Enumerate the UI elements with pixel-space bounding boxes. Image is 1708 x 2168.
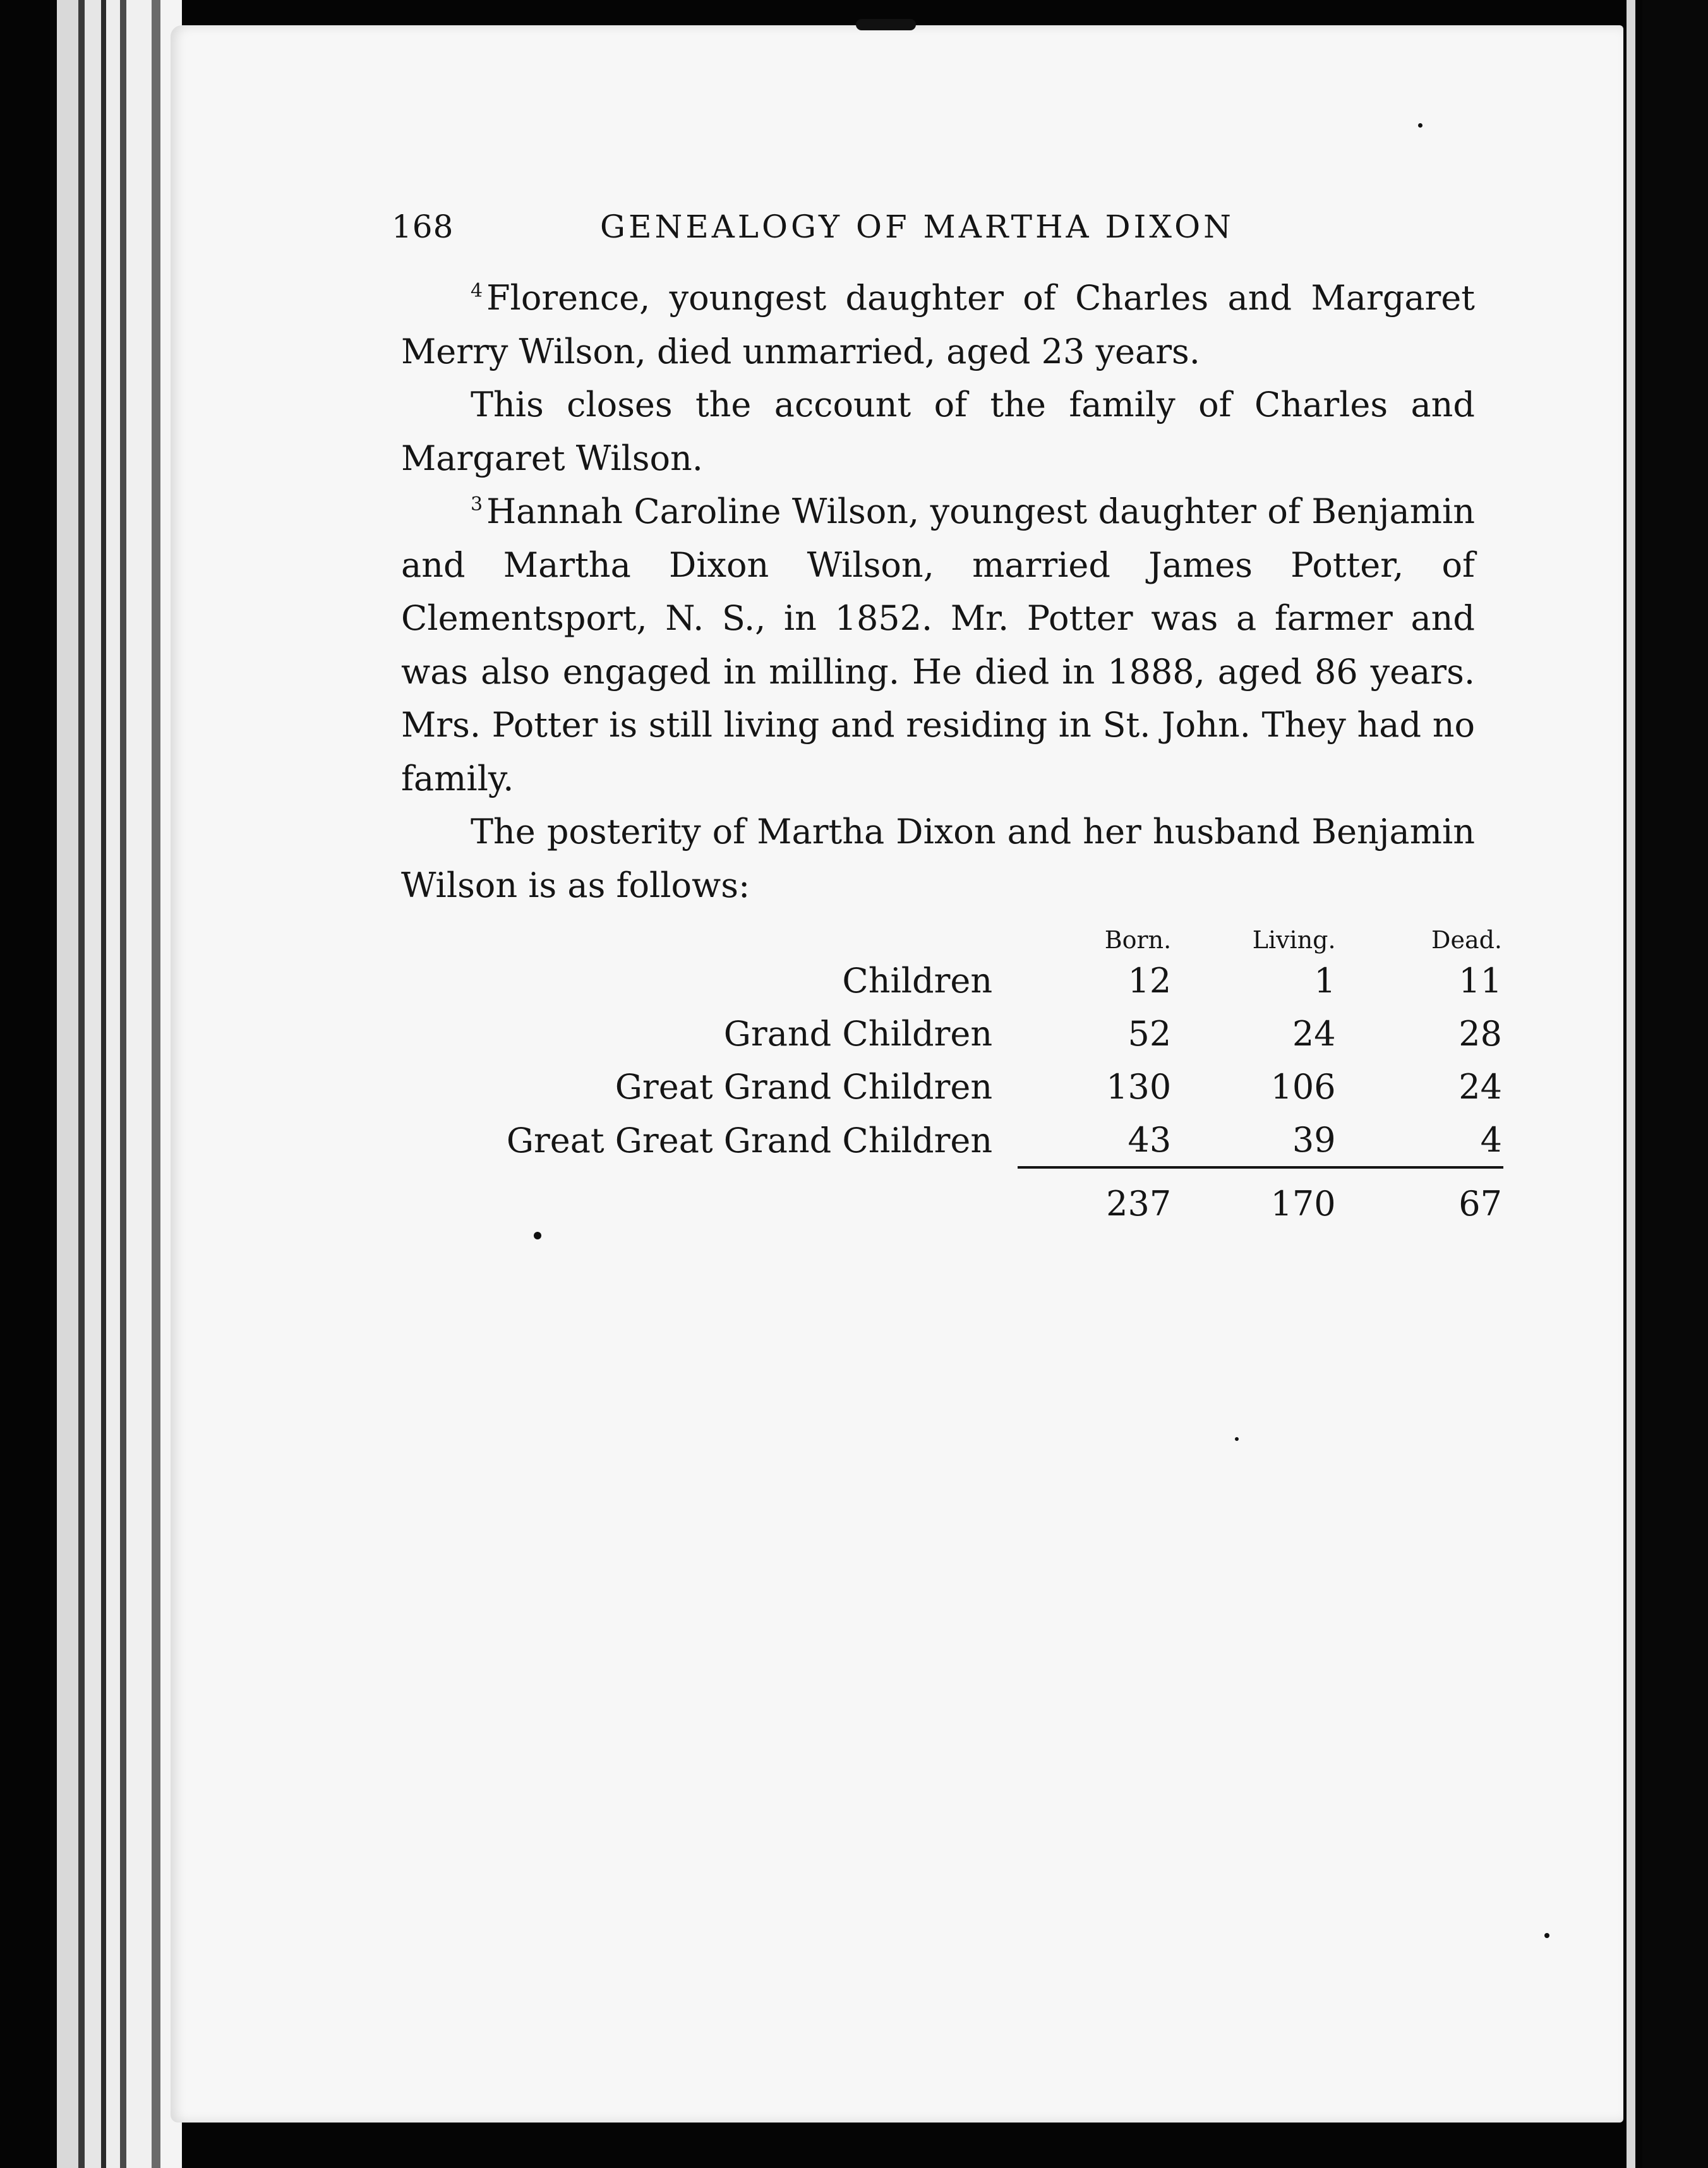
- total-born: 237: [1018, 1167, 1181, 1238]
- right-page-edge: [1627, 0, 1635, 2168]
- living-value: 39: [1292, 1119, 1336, 1160]
- born-value: 130: [1106, 1066, 1172, 1107]
- ink-speck: [1544, 1933, 1549, 1938]
- row-label: Grand Children: [723, 1013, 993, 1054]
- table-row: [480, 1113, 1503, 1167]
- table-row: [480, 1060, 1503, 1113]
- dead-value: 11: [1458, 960, 1502, 1001]
- table-header-blank: [480, 910, 1018, 954]
- paragraph: [401, 378, 1475, 485]
- footnote-marker: 3: [471, 493, 483, 515]
- row-label: Great Great Grand Children: [506, 1120, 993, 1160]
- paragraph: [401, 272, 1475, 378]
- footnote-marker: 4: [471, 280, 483, 302]
- table-header-row: [480, 910, 1503, 954]
- paragraph-text: The posterity of Martha Dixon and her husband Benjamin Wilson is as follows:: [401, 812, 1475, 905]
- total-living: 170: [1181, 1167, 1348, 1238]
- page-edge: [78, 0, 85, 2168]
- column-header-born: Born.: [1104, 926, 1172, 954]
- table-row: [480, 1007, 1503, 1060]
- born-value: 52: [1128, 1013, 1172, 1054]
- page-edge: [101, 0, 106, 2168]
- column-header-dead: Dead.: [1431, 926, 1502, 954]
- born-value: 43: [1128, 1119, 1172, 1160]
- page-edge: [152, 0, 160, 2168]
- dead-value: 4: [1480, 1119, 1502, 1160]
- ink-speck: [1418, 123, 1422, 128]
- row-label: Great Grand Children: [615, 1066, 993, 1107]
- page-edge: [106, 0, 120, 2168]
- table-row: [480, 954, 1503, 1007]
- running-head: [392, 208, 1484, 253]
- scan-background: [1642, 0, 1708, 2168]
- binding-mark: [856, 19, 916, 30]
- dead-value: 28: [1458, 1013, 1502, 1054]
- ink-speck: [1235, 1437, 1239, 1441]
- page-edge: [85, 0, 101, 2168]
- paragraph-text: Florence, youngest daughter of Charles and Margaret Merry Wilson, died unmarried, aged 23 years.: [401, 278, 1475, 371]
- total-dead: 67: [1349, 1167, 1503, 1238]
- page-number: 168: [392, 208, 454, 245]
- born-value: 12: [1128, 960, 1172, 1001]
- row-label: Children: [842, 960, 993, 1001]
- paragraph-text: Hannah Caroline Wilson, youngest daughter of Benjamin and Martha Dixon Wilson, married James Potter, of Clementsport, N. S., in 1852. Mr. Potter was a farmer and was also engaged in milling. He died in 1888, aged 86 years. Mrs. Potter is still living and residing in St. John. They had no family.: [401, 491, 1475, 798]
- page-edge: [126, 0, 152, 2168]
- column-header-living: Living.: [1252, 926, 1336, 954]
- page-title: GENEALOGY OF MARTHA DIXON: [600, 208, 1234, 245]
- dead-value: 24: [1458, 1066, 1502, 1107]
- living-value: 24: [1292, 1013, 1336, 1054]
- totals-row: [480, 1167, 1503, 1238]
- page-edge: [120, 0, 126, 2168]
- paragraph: [401, 485, 1475, 805]
- paragraph-text: This closes the account of the family of Charles and Margaret Wilson.: [401, 385, 1475, 478]
- ink-speck: [534, 1232, 541, 1239]
- totals-label-blank: [480, 1167, 1018, 1238]
- posterity-table: [480, 910, 1503, 1238]
- living-value: 106: [1270, 1066, 1336, 1107]
- living-value: 1: [1314, 960, 1336, 1001]
- page-edge: [57, 0, 78, 2168]
- paragraph: [401, 805, 1475, 912]
- body-text: [401, 272, 1475, 912]
